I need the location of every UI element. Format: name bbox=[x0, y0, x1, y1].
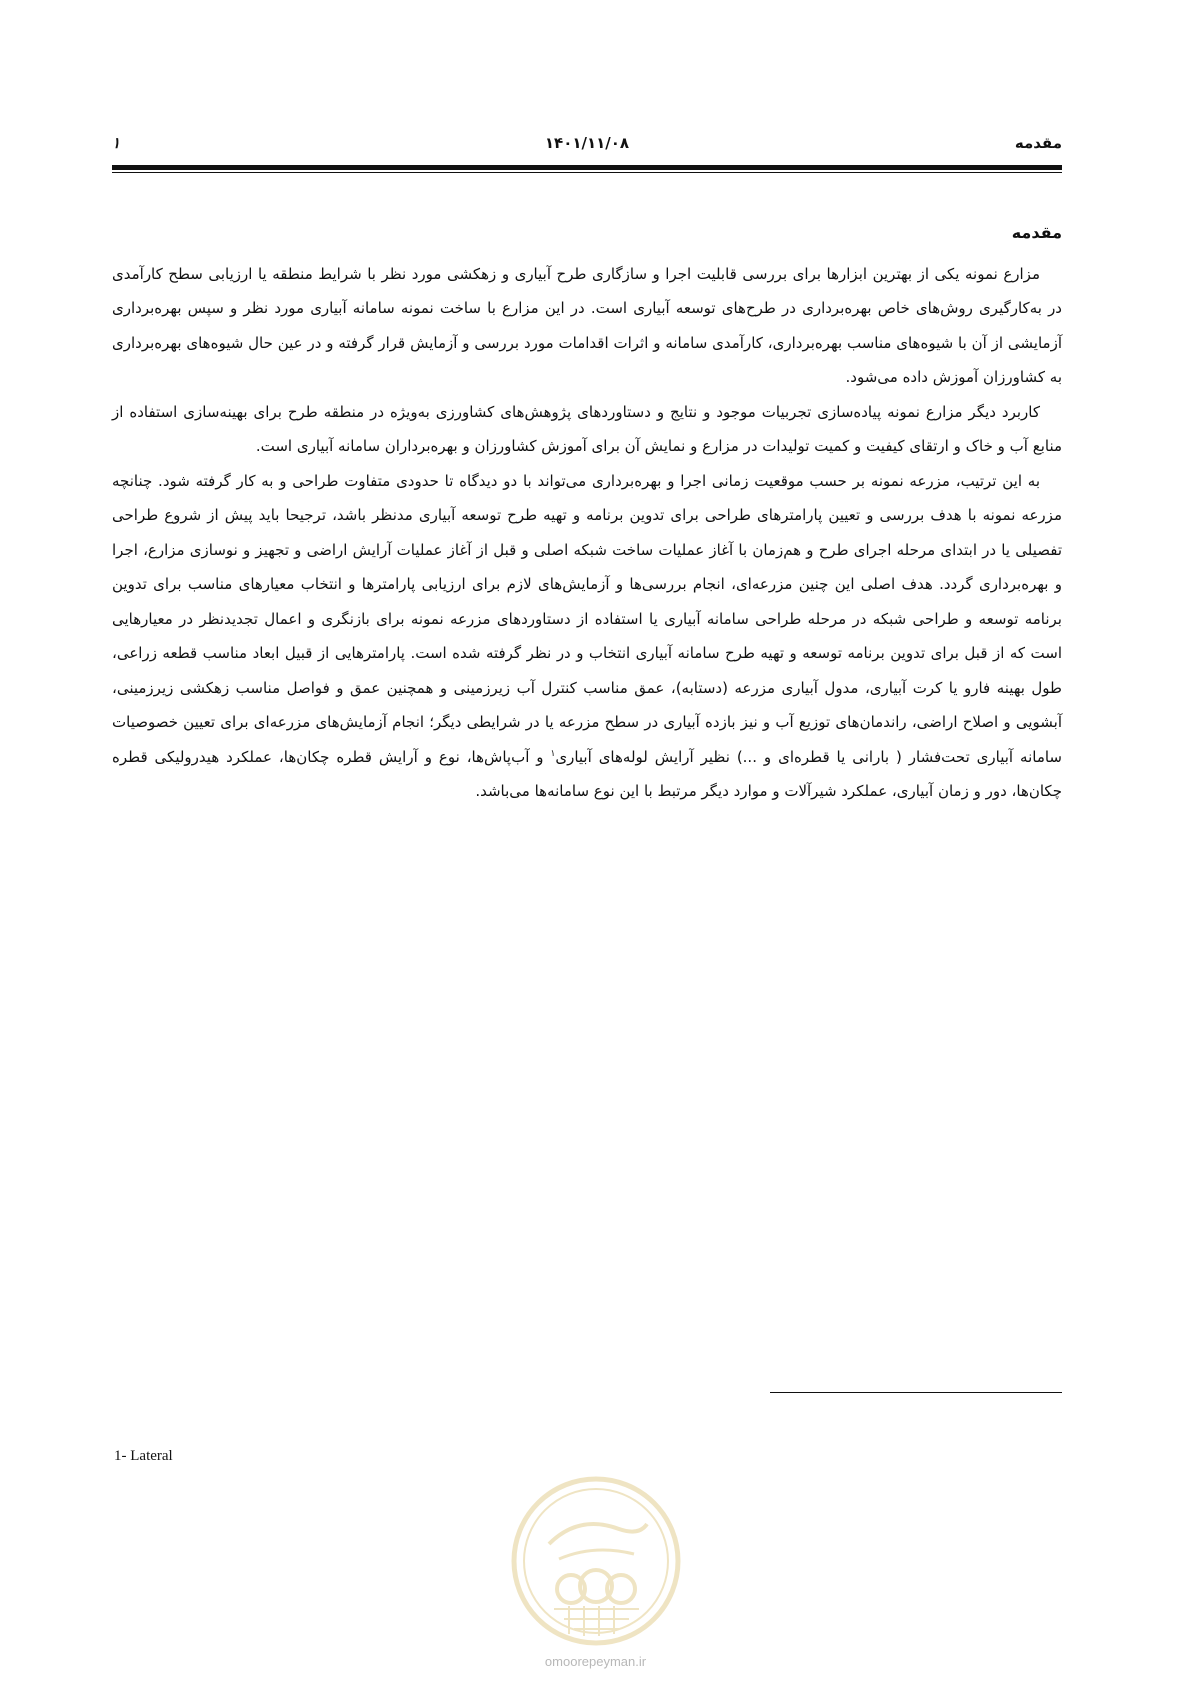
paragraph-3-tail: و آب‌پاش‌ها، نوع و آرایش قطره چکان‌ها، عملکرد هیدرولیکی قطره چکان‌ها، دور و زمان آبیاری، عملکرد شیرآلات و موارد دیگر مرتبط با این نوع سامانه‌ها می‌باشد. bbox=[112, 747, 1062, 800]
seal-logo-icon bbox=[509, 1474, 683, 1648]
header-rule-thin bbox=[112, 172, 1062, 173]
section-heading: مقدمه bbox=[1011, 223, 1062, 242]
paragraph-2: کاربرد دیگر مزارع نمونه پیاده‌سازی تجربیات موجود و نتایج و دستاوردهای پژوهش‌های کشاورزی به‌ویژه در منطقه طرح برای بهینه‌سازی استفاده از منابع آب و خاک و ارتقای کیفیت و کمیت تولیدات در مزارع و نمایش آن برای آموزش کشاورزان و بهره‌برداران سامانه آبیاری است. bbox=[112, 402, 1062, 455]
watermark-site: omoorepeyman.ir bbox=[544, 1654, 647, 1669]
header-date: ۱۴۰۱/۱۱/۰۸ bbox=[544, 134, 630, 152]
header-page-number: ۱ bbox=[112, 134, 121, 152]
paragraph-3 bbox=[112, 464, 1062, 809]
header-section-title: مقدمه bbox=[1014, 134, 1062, 152]
document-body bbox=[112, 216, 1062, 809]
page-header bbox=[112, 128, 1062, 162]
footnote-text: 1- Lateral bbox=[114, 1448, 173, 1464]
paragraph-3-text: به این ترتیب، مزرعه نمونه بر حسب موقعیت زمانی اجرا و بهره‌برداری می‌تواند با دو دیدگاه تا حدودی متفاوت طراحی و به کار گرفته شود. چنانچه مزرعه نمونه با هدف بررسی و تعیین پارامترهای طراحی برای تدوین برنامه و تهیه طرح توسعه آبیاری مدنظر باشد، ترجیحا باید پیش از شروع طراحی تفصیلی یا در ابتدای مرحله اجرای طرح و هم‌زمان با آغاز عملیات ساخت شبکه اصلی و قبل از آغاز عملیات آرایش اراضی و تجهیز و نوسازی مزارع، اجرا و بهره‌برداری گردد. هدف اصلی این چنین مزرعه‌ای، انجام بررسی‌ها و آزمایش‌های لازم برای ارزیابی پارامترها و انتخاب معیارهای مناسب برای تدوین برنامه توسعه و طراحی شبکه در مرحله طراحی سامانه آبیاری یا استفاده از دستاوردهای مزرعه نمونه برای بازنگری و اعمال تجدیدنظر در معیارهایی است که از قبل برای تدوین برنامه توسعه و تهیه طرح سامانه آبیاری انتخاب و در نظر گرفته شده است. پارامترهایی از قبیل ابعاد مناسب قطعه زراعی، طول بهینه فارو یا کرت آبیاری، مدول آبیاری مزرعه (دستابه)، عمق مناسب کنترل آب زیرزمینی و همچنین عمق و فواصل مناسب زهکشی زیرزمینی، آبشویی و اصلاح اراضی، راندمان‌های توزیع آب و نیز بازده آبیاری در سطح مزرعه یا در شرایطی دیگر؛ انجام آزمایش‌های مزرعه‌ای برای تعیین خصوصیات سامانه آبیاری تحت‌فشار ( بارانی یا قطره‌ای و ...) نظیر آرایش لوله‌های آبیاری bbox=[112, 471, 1063, 766]
paragraph-1: مزارع نمونه یکی از بهترین ابزارها برای بررسی قابلیت اجرا و سازگاری طرح آبیاری و زهکشی مورد نظر با شرایط منطقه یا ارزیابی سطح کارآمدی در به‌کارگیری روش‌های خاص بهره‌برداری در طرح‌های توسعه آبیاری است. در این مزارع با ساخت نمونه سامانه آبیاری مورد نظر و سپس بهره‌برداری آزمایشی از آن با شیوه‌های مناسب بهره‌برداری، کارآمدی سامانه و اثرات اقدامات مورد بررسی و آزمایش قرار گرفته و در عین حال شیوه‌های بهره‌برداری به کشاورزان آموزش داده می‌شود. bbox=[112, 264, 1062, 386]
footnote-separator bbox=[770, 1392, 1062, 1393]
header-rule-thick bbox=[112, 165, 1062, 170]
footnote-marker[interactable]: ۱ bbox=[550, 748, 556, 759]
